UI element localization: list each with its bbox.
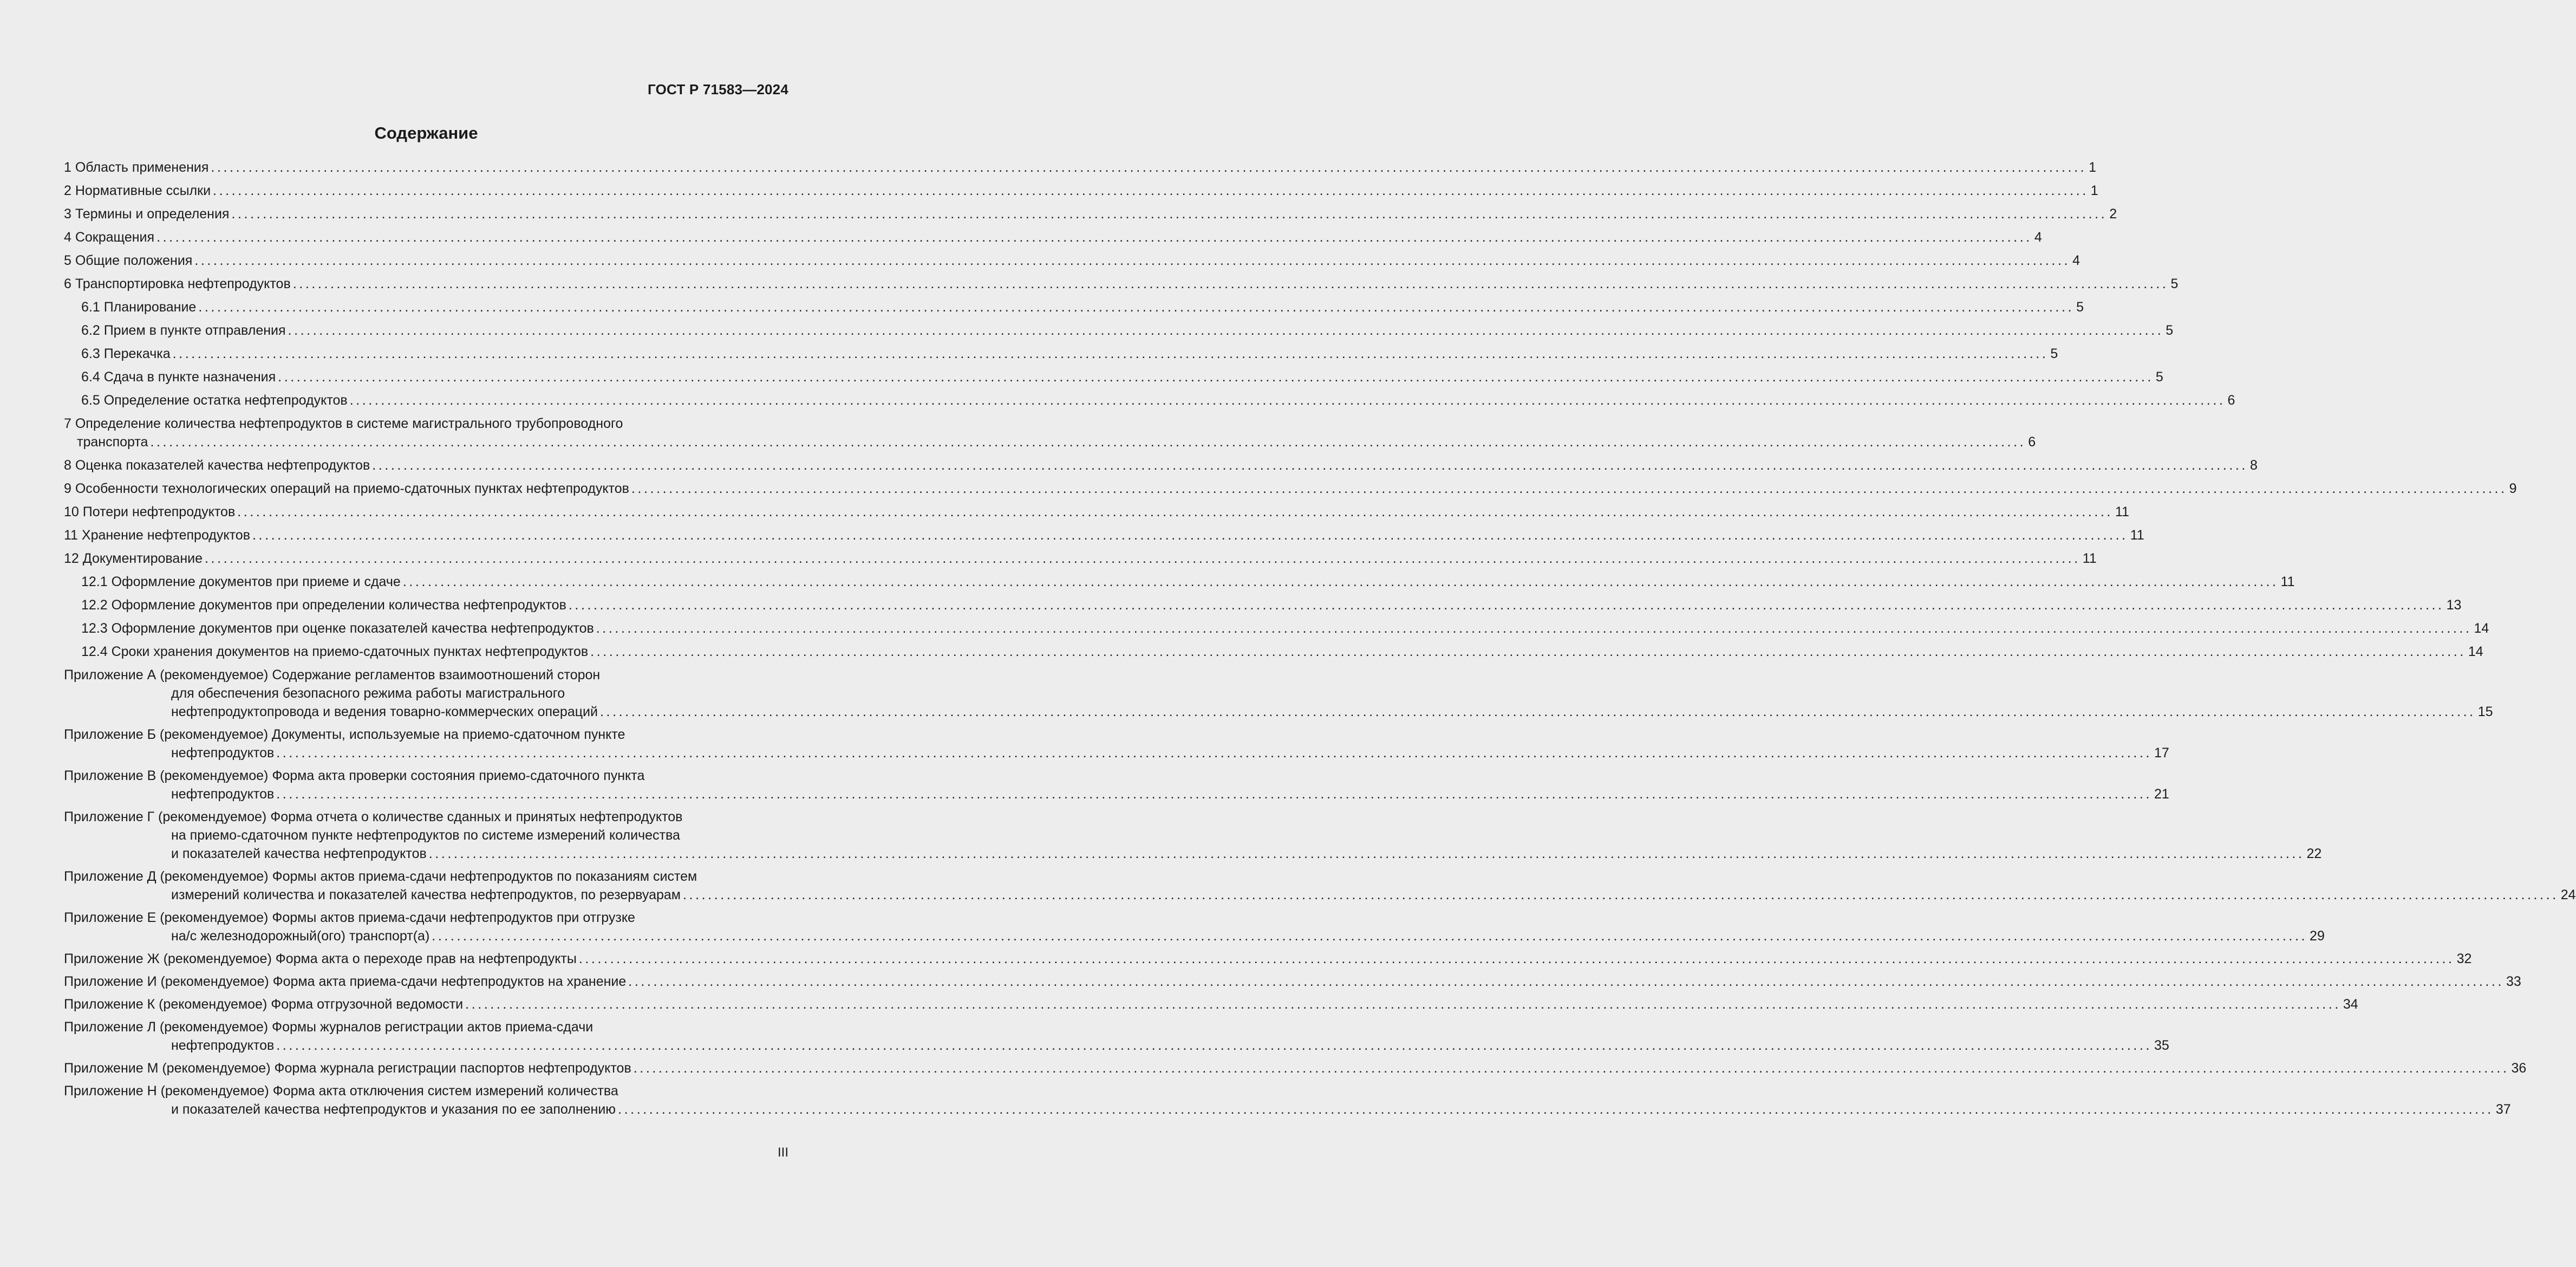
toc-entry-3[interactable] <box>64 205 2117 223</box>
toc-entry-title: нефтепродуктов <box>171 1038 275 1053</box>
toc-page-number: 8 <box>2249 458 2258 473</box>
toc-entry-1[interactable] <box>64 158 2097 177</box>
toc-page-number: 5 <box>2166 323 2174 338</box>
toc-page-number: 4 <box>2034 230 2042 245</box>
toc-appendix-zh[interactable] <box>64 950 2472 968</box>
toc-page-number: 9 <box>2509 481 2517 496</box>
toc-entry-4[interactable] <box>64 228 2042 246</box>
toc-entry-title: 12.1 Оформление документов при приеме и сдаче <box>81 574 401 589</box>
toc-entry-title: 6 Транспортировка нефтепродуктов <box>64 276 291 291</box>
toc-entry-title-line: Приложение Л (рекомендуемое) Формы журналов регистрации актов приема-сдачи <box>64 1019 594 1035</box>
toc-entry-title: 4 Сокращения <box>64 230 155 245</box>
toc-entry-title: и показателей качества нефтепродуктов <box>171 846 427 861</box>
toc-entry-title: Приложение М (рекомендуемое) Форма журнала регистрации паспортов нефтепродуктов <box>64 1061 631 1076</box>
toc-page-number: 2 <box>2109 206 2117 222</box>
toc-appendix-b[interactable] <box>64 725 2169 762</box>
toc-appendix-m[interactable] <box>64 1059 2527 1077</box>
toc-entry-title: и показателей качества нефтепродуктов и указания по ее заполнению <box>171 1102 616 1117</box>
toc-entry-title: 10 Потери нефтепродуктов <box>64 504 236 519</box>
toc-page-number: 36 <box>2511 1061 2527 1076</box>
leader-dots: ............................................................................................................................................................................................................................................................................................................ <box>276 787 2153 802</box>
table-of-contents <box>64 158 2576 1123</box>
leader-dots: ............................................................................................................................................................................................................................................................................................................ <box>213 183 2089 198</box>
toc-page-number: 22 <box>2306 846 2322 861</box>
leader-dots: ............................................................................................................................................................................................................................................................................................................ <box>599 704 2476 719</box>
toc-entry-title: 6.5 Определение остатка нефтепродуктов <box>81 393 348 408</box>
toc-entry-title-line: Приложение Г (рекомендуемое) Форма отчета о количестве сданных и принятых нефтепродуктов <box>64 809 683 824</box>
leader-dots: ............................................................................................................................................................................................................................................................................................................ <box>568 597 2444 613</box>
toc-page-number: 5 <box>2050 346 2058 361</box>
toc-entry-title: 6.2 Прием в пункте отправления <box>81 323 286 338</box>
toc-appendix-k[interactable] <box>64 995 2358 1013</box>
toc-entry-title: нефтепродуктопровода и ведения товарно-коммерческих операций <box>171 704 598 719</box>
toc-entry-7[interactable] <box>64 414 2036 451</box>
toc-entry-title: 9 Особенности технологических операций на приемо-сдаточных пунктах нефтепродуктов <box>64 481 629 496</box>
toc-appendix-a[interactable] <box>64 666 2493 721</box>
toc-title: Содержание <box>374 124 478 142</box>
toc-entry-title-line: для обеспечения безопасного режима работы магистрального <box>171 686 565 701</box>
toc-page-number: 6 <box>2028 434 2036 450</box>
leader-dots: ............................................................................................................................................................................................................................................................................................................ <box>372 458 2248 473</box>
toc-entry-title: 5 Общие положения <box>64 253 193 268</box>
leader-dots: ............................................................................................................................................................................................................................................................................................................ <box>211 160 2087 175</box>
toc-entry-title-line: Приложение Н (рекомендуемое) Форма акта отключения систем измерений количества <box>64 1083 618 1099</box>
leader-dots: ............................................................................................................................................................................................................................................................................................................ <box>631 481 2507 496</box>
toc-entry-title-line: Приложение Е (рекомендуемое) Формы актов приема-сдачи нефтепродуктов при отгрузке <box>64 910 635 925</box>
toc-entry-title-line: Приложение В (рекомендуемое) Форма акта проверки состояния приемо-сдаточного пункта <box>64 768 645 783</box>
toc-page-number: 32 <box>2456 951 2472 966</box>
toc-page-number: 15 <box>2477 704 2493 719</box>
toc-page-number: 35 <box>2154 1038 2169 1053</box>
leader-dots: ............................................................................................................................................................................................................................................................................................................ <box>465 997 2341 1012</box>
toc-appendix-v[interactable] <box>64 766 2169 803</box>
toc-page-number: 4 <box>2072 253 2080 268</box>
leader-dots: ............................................................................................................................................................................................................................................................................................................ <box>276 745 2153 761</box>
toc-page-number: 1 <box>2089 160 2097 175</box>
toc-entry-12-4[interactable] <box>64 642 2483 661</box>
toc-page-number: 11 <box>2130 528 2144 543</box>
toc-appendix-e[interactable] <box>64 908 2325 945</box>
toc-entry-title: 6.1 Планирование <box>81 300 197 315</box>
toc-page-number: 11 <box>2115 504 2129 519</box>
leader-dots: ............................................................................................................................................................................................................................................................................................................ <box>596 621 2472 636</box>
toc-entry-title-line: 7 Определение количества нефтепродуктов в системе магистрального трубопроводного <box>64 416 623 431</box>
leader-dots: ............................................................................................................................................................................................................................................................................................................ <box>231 206 2108 222</box>
toc-entry-title: Приложение Ж (рекомендуемое) Форма акта о переходе прав на нефтепродукты <box>64 951 577 966</box>
toc-page-number: 11 <box>2082 551 2097 566</box>
toc-entry-title: нефтепродуктов <box>171 787 275 802</box>
toc-page-number: 5 <box>2170 276 2179 291</box>
leader-dots: ............................................................................................................................................................................................................................................................................................................ <box>288 323 2164 338</box>
toc-entry-title: 1 Область применения <box>64 160 209 175</box>
toc-page-number: 21 <box>2154 787 2169 802</box>
toc-entry-title-line: на приемо-сдаточном пункте нефтепродуктов по системе измерений количества <box>171 828 680 843</box>
leader-dots: ............................................................................................................................................................................................................................................................................................................ <box>252 528 2128 543</box>
toc-page-number: 14 <box>2474 621 2489 636</box>
toc-page-number: 17 <box>2154 745 2169 761</box>
page-number: III <box>777 1145 788 1160</box>
toc-appendix-n[interactable] <box>64 1082 2511 1119</box>
toc-entry-title-line: Приложение Д (рекомендуемое) Формы актов приема-сдачи нефтепродуктов по показаниям систем <box>64 869 697 884</box>
toc-page-number: 13 <box>2446 597 2462 613</box>
toc-page-number: 6 <box>2227 393 2235 408</box>
toc-entry-12[interactable] <box>64 549 2097 568</box>
toc-entry-title: 12 Документирование <box>64 551 203 566</box>
toc-entry-11[interactable] <box>64 526 2144 544</box>
toc-entry-2[interactable] <box>64 181 2098 200</box>
toc-entry-title: 12.3 Оформление документов при оценке показателей качества нефтепродуктов <box>81 621 594 636</box>
toc-entry-title: измерений количества и показателей качества нефтепродуктов, по резервуарам <box>171 887 681 902</box>
toc-entry-title: 12.2 Оформление документов при определении количества нефтепродуктов <box>81 597 566 613</box>
toc-entry-6[interactable] <box>64 275 2179 293</box>
toc-entry-title: нефтепродуктов <box>171 745 275 761</box>
toc-entry-12-1[interactable] <box>64 573 2295 591</box>
toc-entry-title-line: Приложение А (рекомендуемое) Содержание регламентов взаимоотношений сторон <box>64 667 601 683</box>
leader-dots: ............................................................................................................................................................................................................................................................................................................ <box>198 300 2075 315</box>
toc-entry-9[interactable] <box>64 479 2517 498</box>
toc-page-number: 37 <box>2495 1102 2511 1117</box>
leader-dots: ............................................................................................................................................................................................................................................................................................................ <box>292 276 2169 291</box>
toc-page-number: 1 <box>2090 183 2098 198</box>
toc-entry-title-line: Приложение Б (рекомендуемое) Документы, используемые на приемо-сдаточном пункте <box>64 727 625 742</box>
toc-page-number: 5 <box>2155 369 2163 385</box>
toc-entry-title: 11 Хранение нефтепродуктов <box>64 528 250 543</box>
toc-entry-title: 2 Нормативные ссылки <box>64 183 211 198</box>
toc-appendix-g[interactable] <box>64 808 2322 863</box>
leader-dots: ............................................................................................................................................................................................................................................................................................................ <box>205 551 2081 566</box>
toc-entry-12-2[interactable] <box>64 596 2462 614</box>
leader-dots: ............................................................................................................................................................................................................................................................................................................ <box>194 253 2071 268</box>
leader-dots: ............................................................................................................................................................................................................................................................................................................ <box>237 504 2113 519</box>
toc-page-number: 5 <box>2076 300 2084 315</box>
toc-entry-8[interactable] <box>64 456 2258 475</box>
leader-dots: ............................................................................................................................................................................................................................................................................................................ <box>618 1102 2494 1117</box>
toc-entry-title: на/с железнодорожный(ого) транспорт(а) <box>171 928 430 944</box>
toc-entry-6-5[interactable] <box>64 391 2235 410</box>
leader-dots: ............................................................................................................................................................................................................................................................................................................ <box>578 951 2455 966</box>
toc-page-number: 33 <box>2506 974 2521 989</box>
toc-appendix-i[interactable] <box>64 972 2521 991</box>
toc-entry-6-3[interactable] <box>64 345 2058 363</box>
toc-entry-title: 6.3 Перекачка <box>81 346 171 361</box>
leader-dots: ............................................................................................................................................................................................................................................................................................................ <box>428 846 2305 861</box>
leader-dots: ............................................................................................................................................................................................................................................................................................................ <box>276 1038 2153 1053</box>
leader-dots: ............................................................................................................................................................................................................................................................................................................ <box>156 230 2032 245</box>
toc-entry-6-4[interactable] <box>64 368 2163 386</box>
leader-dots: ............................................................................................................................................................................................................................................................................................................ <box>150 434 2026 450</box>
toc-page-number: 24 <box>2560 887 2576 902</box>
toc-entry-title: транспорта <box>77 434 148 450</box>
toc-entry-5[interactable] <box>64 251 2080 270</box>
toc-entry-6-2[interactable] <box>64 321 2174 340</box>
toc-entry-title: 6.4 Сдача в пункте назначения <box>81 369 276 385</box>
toc-entry-title: 3 Термины и определения <box>64 206 230 222</box>
leader-dots: ............................................................................................................................................................................................................................................................................................................ <box>628 974 2505 989</box>
leader-dots: ............................................................................................................................................................................................................................................................................................................ <box>402 574 2279 589</box>
leader-dots: ............................................................................................................................................................................................................................................................................................................ <box>590 644 2466 659</box>
toc-entry-title: Приложение К (рекомендуемое) Форма отгрузочной ведомости <box>64 997 464 1012</box>
toc-page-number: 34 <box>2343 997 2358 1012</box>
leader-dots: ............................................................................................................................................................................................................................................................................................................ <box>278 369 2154 385</box>
toc-entry-title: 12.4 Сроки хранения документов на приемо-сдаточных пунктах нефтепродуктов <box>81 644 589 659</box>
toc-entry-title: 8 Оценка показателей качества нефтепродуктов <box>64 458 370 473</box>
leader-dots: ............................................................................................................................................................................................................................................................................................................ <box>633 1061 2509 1076</box>
leader-dots: ............................................................................................................................................................................................................................................................................................................ <box>172 346 2049 361</box>
toc-page-number: 29 <box>2310 928 2325 944</box>
document-code: ГОСТ Р 71583—2024 <box>648 81 788 98</box>
toc-entry-10[interactable] <box>64 503 2129 521</box>
leader-dots: ............................................................................................................................................................................................................................................................................................................ <box>432 928 2308 944</box>
toc-entry-6-1[interactable] <box>64 298 2084 316</box>
toc-entry-12-3[interactable] <box>64 619 2489 638</box>
toc-appendix-l[interactable] <box>64 1018 2169 1055</box>
leader-dots: ............................................................................................................................................................................................................................................................................................................ <box>349 393 2226 408</box>
leader-dots: ............................................................................................................................................................................................................................................................................................................ <box>683 887 2559 902</box>
toc-page-number: 14 <box>2468 644 2483 659</box>
toc-appendix-d[interactable] <box>64 867 2576 904</box>
toc-page-number: 11 <box>2280 574 2295 589</box>
toc-entry-title: Приложение И (рекомендуемое) Форма акта приема-сдачи нефтепродуктов на хранение <box>64 974 627 989</box>
